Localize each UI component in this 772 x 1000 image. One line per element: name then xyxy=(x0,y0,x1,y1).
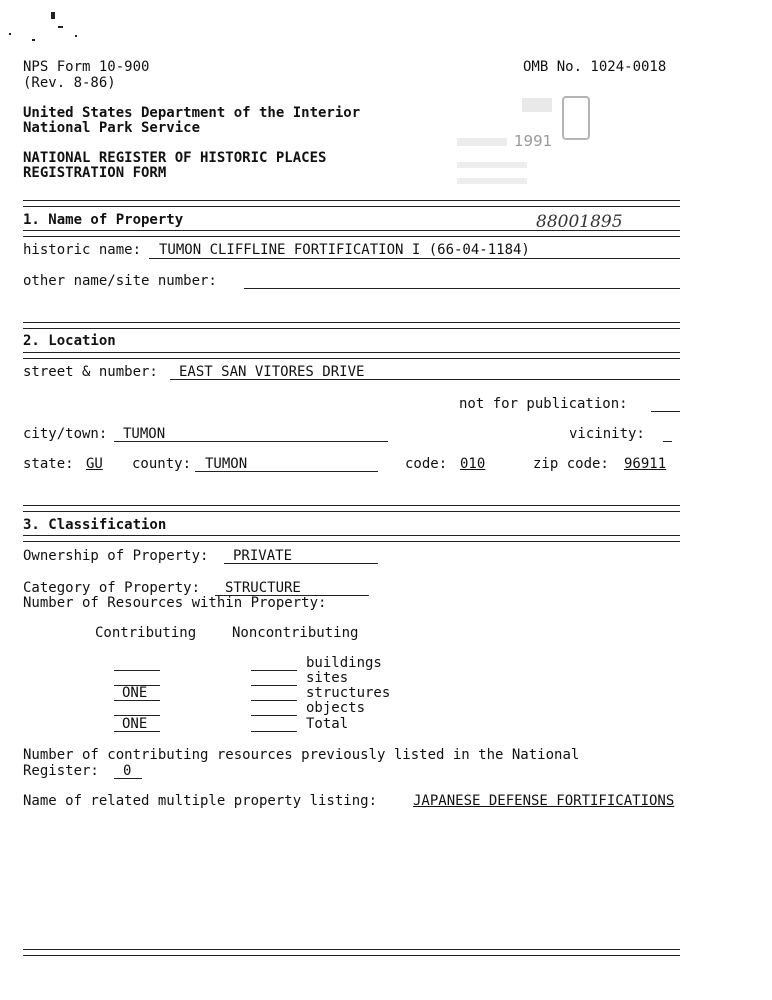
multiple-listing-label: Name of related multiple property listing: xyxy=(23,793,378,809)
code-value[interactable]: 010 xyxy=(460,456,486,472)
resource-label-sites: sites xyxy=(306,670,349,686)
category-label: Category of Property: xyxy=(23,580,201,596)
resource-label-objects: objects xyxy=(306,700,366,716)
state-value[interactable]: GU xyxy=(86,456,103,472)
noncontributing-buildings-field[interactable] xyxy=(251,670,297,671)
form-revision: (Rev. 8-86) xyxy=(23,75,116,91)
section-heading-classification: 3. Classification xyxy=(23,517,167,533)
resource-label-total: Total xyxy=(306,716,349,732)
section-divider xyxy=(23,535,680,542)
section-divider xyxy=(23,352,680,359)
handwritten-reference: 88001895 xyxy=(536,212,623,232)
contributing-header: Contributing xyxy=(95,625,197,641)
vicinity-label: vicinity: xyxy=(569,426,645,442)
not-for-publication-label: not for publication: xyxy=(459,396,628,412)
register-title: NATIONAL REGISTER OF HISTORIC PLACES xyxy=(23,150,327,166)
other-name-field[interactable] xyxy=(244,288,680,289)
ownership-value[interactable]: PRIVATE xyxy=(233,548,293,564)
noncontributing-sites-field[interactable] xyxy=(251,685,297,686)
previously-listed-text: Number of contributing resources previously listed in the National xyxy=(23,747,580,763)
department-name: United States Department of the Interior xyxy=(23,105,361,121)
section-divider xyxy=(23,200,680,207)
resource-label-buildings: buildings xyxy=(306,655,382,671)
noncontributing-header: Noncontributing xyxy=(232,625,359,641)
county-label: county: xyxy=(132,456,192,472)
city-label: city/town: xyxy=(23,426,108,442)
category-value[interactable]: STRUCTURE xyxy=(225,580,301,596)
zip-label: zip code: xyxy=(533,456,609,472)
county-value[interactable]: TUMON xyxy=(205,456,248,472)
historic-name-value[interactable]: TUMON CLIFFLINE FORTIFICATION I (66-04-1184) xyxy=(159,242,530,258)
state-label: state: xyxy=(23,456,74,472)
contributing-total-value: ONE xyxy=(122,716,148,732)
historic-name-line xyxy=(149,258,680,259)
agency-name: National Park Service xyxy=(23,120,201,136)
vicinity-field[interactable] xyxy=(663,441,672,442)
code-label: code: xyxy=(405,456,448,472)
form-number: NPS Form 10-900 xyxy=(23,59,150,75)
historic-name-label: historic name: xyxy=(23,242,142,258)
street-value[interactable]: EAST SAN VITORES DRIVE xyxy=(179,364,365,380)
street-label: street & number: xyxy=(23,364,158,380)
zip-value[interactable]: 96911 xyxy=(624,456,667,472)
previously-listed-label: Register: xyxy=(23,763,99,779)
section-heading-name-of-property: 1. Name of Property xyxy=(23,212,184,228)
noncontributing-structures-field[interactable] xyxy=(251,700,297,701)
section-divider xyxy=(23,230,680,237)
section-divider xyxy=(23,505,680,512)
other-name-label: other name/site number: xyxy=(23,273,217,289)
stamp-date: 1991 xyxy=(514,132,553,150)
received-stamp xyxy=(402,92,594,200)
ownership-label: Ownership of Property: xyxy=(23,548,209,564)
noncontributing-objects-field[interactable] xyxy=(251,715,297,716)
not-for-publication-field[interactable] xyxy=(651,411,680,412)
section-divider xyxy=(23,949,680,956)
city-value[interactable]: TUMON xyxy=(123,426,166,442)
contributing-structures-value: ONE xyxy=(122,685,148,701)
previously-listed-value[interactable]: 0 xyxy=(123,763,132,779)
resources-label: Number of Resources within Property: xyxy=(23,595,327,611)
form-type: REGISTRATION FORM xyxy=(23,165,167,181)
section-heading-location: 2. Location xyxy=(23,333,116,349)
resource-label-structures: structures xyxy=(306,685,391,701)
multiple-listing-value[interactable]: JAPANESE DEFENSE FORTIFICATIONS xyxy=(413,793,675,809)
omb-number: OMB No. 1024-0018 xyxy=(523,59,667,75)
section-divider xyxy=(23,322,680,329)
noncontributing-total-field[interactable] xyxy=(251,731,297,732)
contributing-buildings-field[interactable] xyxy=(114,670,160,671)
